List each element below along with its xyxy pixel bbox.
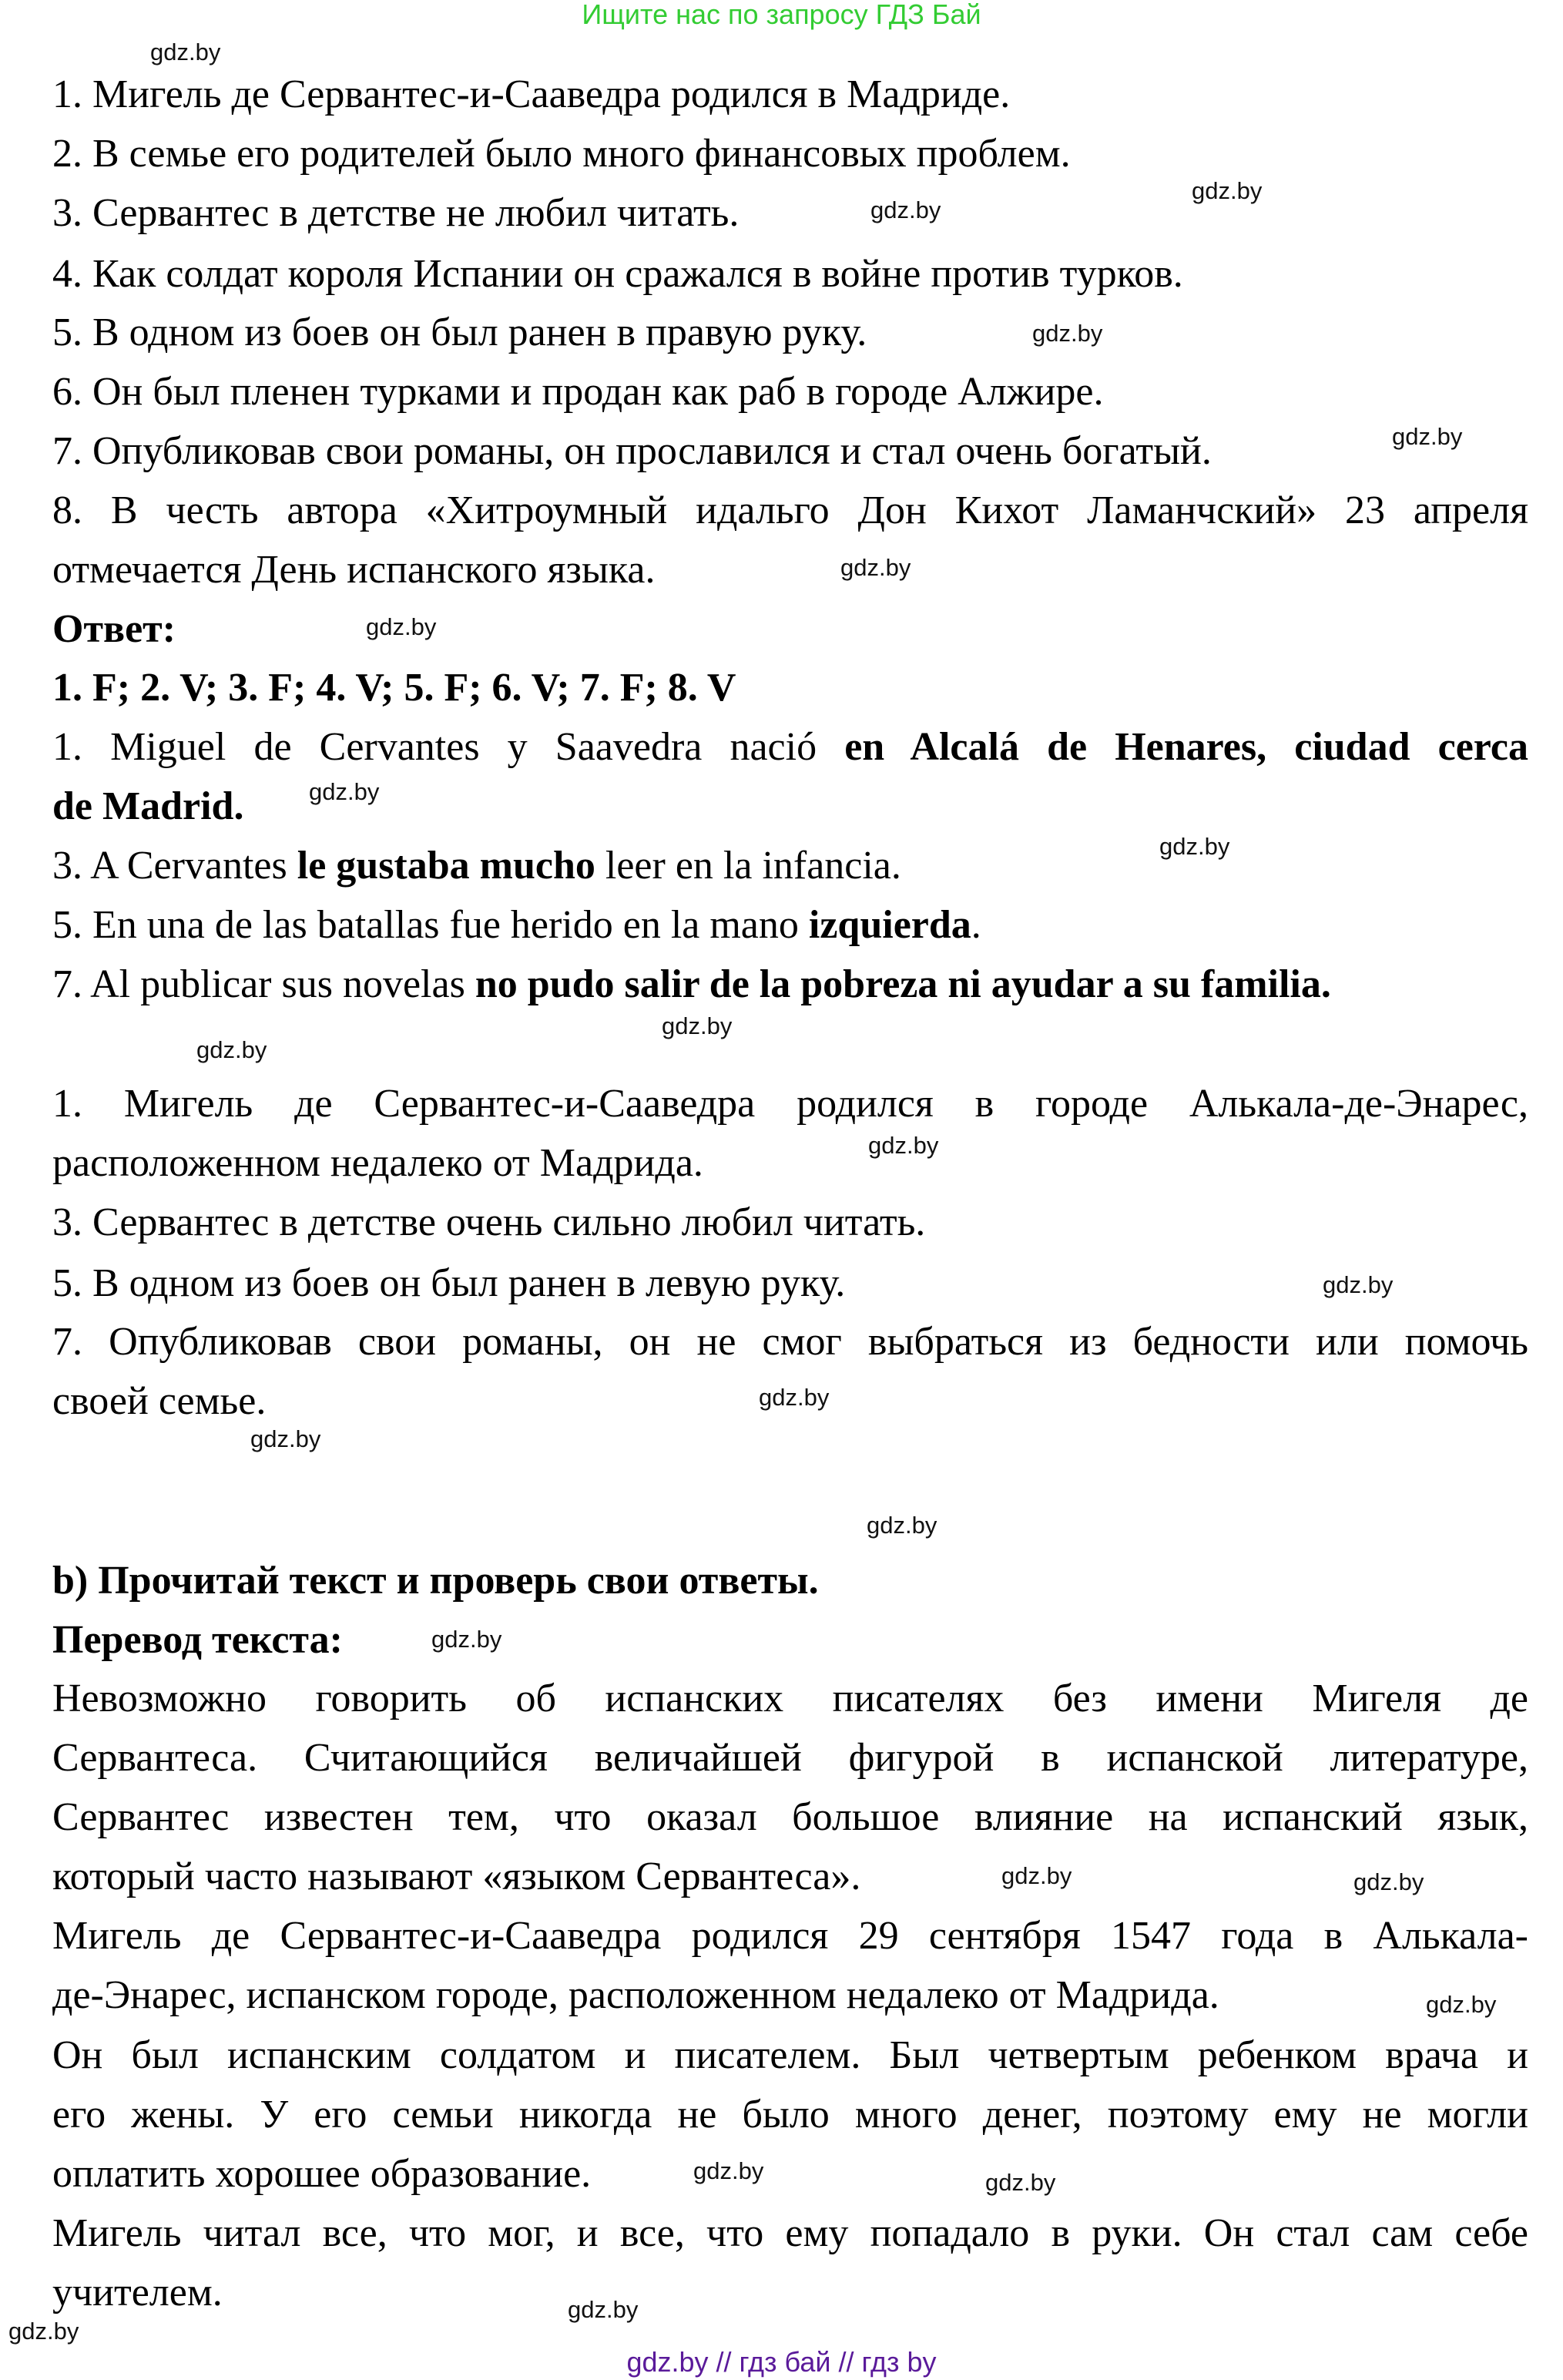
text-segment: 8. В честь автора «Хитроумный идальго Дон Кихот Ламанчский» 23 апреля: [52, 488, 1528, 532]
text-line: [52, 1254, 1528, 1313]
text-segment: расположенном недалеко от Мадрида.: [52, 1141, 703, 1185]
watermark-text: gdz.by: [8, 2318, 79, 2345]
text-line: [52, 540, 1528, 599]
text-line: [52, 2026, 1528, 2085]
text-segment: 5. En una de las batallas fue herido en la mano: [52, 903, 809, 947]
watermark-text: gdz.by: [870, 196, 941, 223]
text-segment: 1. Мигель де Сервантес-и-Сааведра родился в городе Алькала-де-Энарес,: [52, 1082, 1528, 1126]
bold-text: le gustaba mucho: [297, 844, 595, 888]
text-line: [52, 1847, 1528, 1906]
text-segment: 7. Al publicar sus novelas: [52, 962, 475, 1006]
watermark-text: gdz.by: [693, 2157, 764, 2184]
text-line: [52, 1610, 1528, 1670]
watermark-text: gdz.by: [1426, 1991, 1497, 2018]
text-line: [52, 1133, 1528, 1193]
text-line: [52, 895, 1528, 955]
text-line: [52, 65, 1528, 124]
text-segment: Мигель читал все, что мог, и все, что ему попадало в руки. Он стал сам себе: [52, 2211, 1528, 2255]
text-segment: его жены. У его семьи никогда не было много денег, поэтому ему не могли: [52, 2093, 1528, 2137]
text-segment: 3. Сервантес в детстве очень сильно любил читать.: [52, 1200, 926, 1244]
bold-text: Ответ:: [52, 607, 176, 651]
watermark-text: gdz.by: [1159, 833, 1230, 860]
bold-text: b) Прочитай текст и проверь свои ответы.: [52, 1559, 819, 1603]
text-segment: Мигель де Сервантес-и-Сааведра родился 29 сентября 1547 года в Алькала-: [52, 1914, 1528, 1958]
text-segment: Невозможно говорить об испанских писателях без имени Мигеля де: [52, 1677, 1528, 1720]
watermark-text: gdz.by: [568, 2296, 639, 2323]
watermark-text: gdz.by: [366, 613, 437, 640]
text-segment: Сервантес известен тем, что оказал большое влияние на испанский язык,: [52, 1795, 1528, 1839]
bold-text: no pudo salir de la pobreza ni ayudar a su familia.: [475, 962, 1331, 1006]
text-line: [52, 1551, 1528, 1610]
text-line: [52, 2204, 1528, 2263]
text-segment: 1. Miguel de Cervantes y Saavedra nació: [52, 725, 845, 769]
text-segment: 6. Он был пленен турками и продан как раб в городе Алжире.: [52, 370, 1104, 414]
text-line: [52, 1312, 1528, 1371]
text-segment: 5. В одном из боев он был ранен в правую руку.: [52, 311, 867, 354]
text-line: [52, 1193, 1528, 1252]
text-line: [52, 1906, 1528, 1965]
text-segment: 3. A Cervantes: [52, 844, 297, 888]
text-line: [52, 362, 1528, 421]
text-line: [52, 717, 1528, 777]
text-line: [52, 599, 1528, 659]
text-segment: отмечается День испанского языка.: [52, 548, 656, 592]
watermark-text: gdz.by: [1001, 1862, 1072, 1889]
text-segment: 1. Мигель де Сервантес-и-Сааведра родился в Мадриде.: [52, 72, 1011, 116]
watermark-text: gdz.by: [840, 554, 911, 581]
bold-text: 1. F; 2. V; 3. F; 4. V; 5. F; 6. V; 7. F; 8. V: [52, 666, 736, 710]
text-line: [52, 303, 1528, 362]
text-line: [52, 2085, 1528, 2144]
header-banner: Ищите нас по запросу ГДЗ Бай: [582, 0, 981, 30]
text-segment: 4. Как солдат короля Испании он сражался в войне против турков.: [52, 252, 1183, 296]
text-line: [52, 658, 1528, 717]
text-line: [52, 183, 1528, 243]
text-line: [52, 1965, 1528, 2025]
text-line: [52, 1669, 1528, 1728]
watermark-text: gdz.by: [1353, 1868, 1424, 1895]
watermark-text: gdz.by: [309, 778, 380, 805]
watermark-text: gdz.by: [250, 1425, 321, 1452]
text-line: [52, 955, 1528, 1014]
bold-text: en Alcalá de Henares, ciudad cerca: [844, 725, 1528, 769]
text-segment: 3. Сервантес в детстве не любил читать.: [52, 191, 740, 235]
watermark-text: gdz.by: [431, 1626, 502, 1653]
watermark-text: gdz.by: [1392, 423, 1463, 450]
text-line: [52, 244, 1528, 304]
text-segment: 7. Опубликовав свои романы, он прославился и стал очень богатый.: [52, 429, 1212, 473]
text-segment: .: [971, 903, 981, 947]
watermark-text: gdz.by: [759, 1384, 830, 1411]
bold-text: izquierda: [808, 903, 971, 947]
watermark-text: gdz.by: [150, 39, 221, 65]
text-line: [52, 2144, 1528, 2204]
watermark-text: gdz.by: [867, 1512, 937, 1539]
text-segment: своей семье.: [52, 1379, 267, 1423]
text-line: [52, 421, 1528, 481]
text-line: [52, 481, 1528, 540]
text-line: [52, 1728, 1528, 1788]
bold-text: Перевод текста:: [52, 1618, 343, 1662]
text-segment: leer en la infancia.: [595, 844, 901, 888]
text-segment: 2. В семье его родителей было много финансовых проблем.: [52, 132, 1071, 176]
text-segment: 5. В одном из боев он был ранен в левую руку.: [52, 1261, 846, 1305]
text-line: [52, 836, 1528, 895]
text-line: [52, 124, 1528, 183]
bold-text: de Madrid.: [52, 784, 244, 828]
text-segment: Он был испанским солдатом и писателем. Был четвертым ребенком врача и: [52, 2033, 1528, 2077]
text-segment: который часто называют «языком Сервантеса».: [52, 1855, 861, 1898]
text-segment: учителем.: [52, 2271, 223, 2315]
text-line: [52, 777, 1528, 836]
text-line: [52, 1788, 1528, 1847]
text-line: [52, 2263, 1528, 2322]
watermark-text: gdz.by: [868, 1132, 939, 1159]
text-segment: 7. Опубликовав свои романы, он не смог выбраться из бедности или помочь: [52, 1320, 1528, 1364]
text-segment: де-Энарес, испанском городе, расположенном недалеко от Мадрида.: [52, 1973, 1219, 2017]
watermark-text: gdz.by: [1032, 320, 1103, 347]
text-line: [52, 1074, 1528, 1133]
watermark-text: gdz.by: [662, 1012, 733, 1039]
watermark-text: gdz.by: [1192, 177, 1263, 204]
text-segment: оплатить хорошее образование.: [52, 2152, 592, 2196]
watermark-text: gdz.by: [985, 2169, 1056, 2196]
watermark-text: gdz.by: [196, 1036, 267, 1063]
text-segment: Сервантеса. Считающийся величайшей фигурой в испанской литературе,: [52, 1736, 1528, 1780]
watermark-text: gdz.by: [1323, 1271, 1394, 1298]
footer-banner: gdz.by // гдз бай // гдз by: [626, 2346, 937, 2378]
